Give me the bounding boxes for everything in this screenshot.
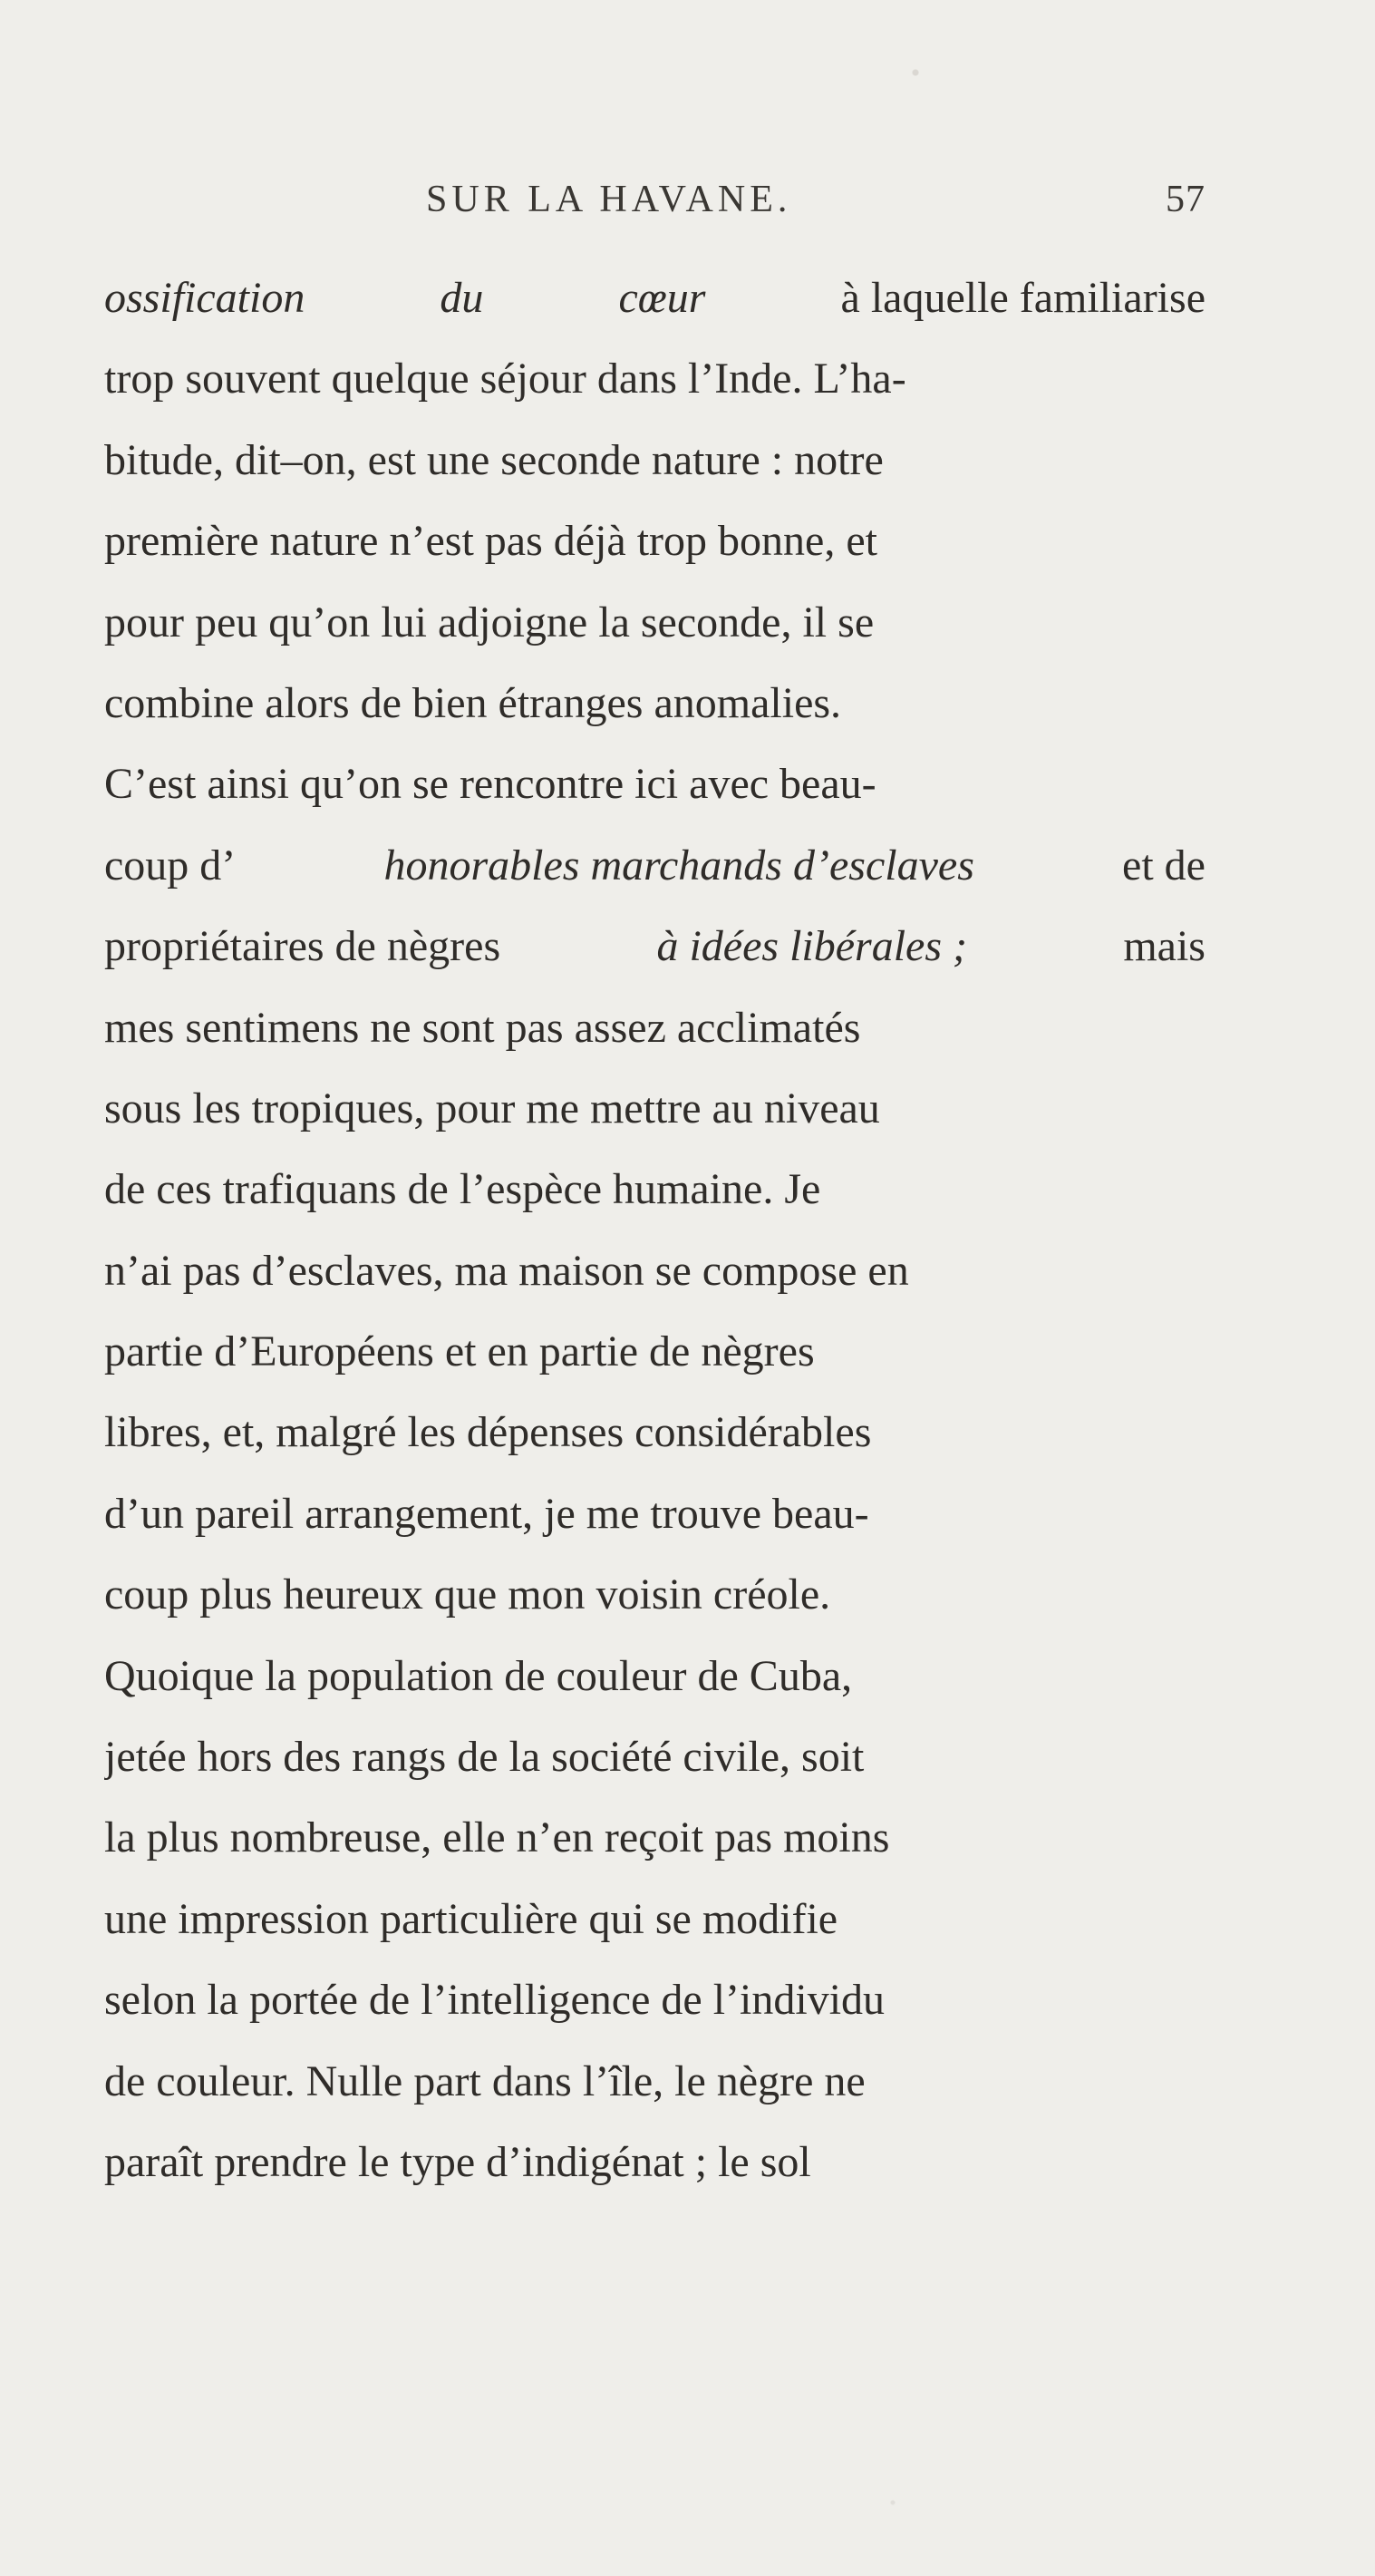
text-line (104, 258, 1206, 338)
page-header (104, 178, 1206, 232)
text-segment: mes sentimens ne sont pas assez acclimatés (104, 1003, 861, 1052)
text-segment: C’est ainsi qu’on se rencontre ici avec beau- (104, 760, 876, 809)
running-head: SUR LA HAVANE. (426, 179, 792, 220)
text-line (104, 1068, 1206, 1149)
text-line (104, 338, 1206, 419)
text-segment: coup d’ (104, 841, 237, 889)
italic-text-segment: du (440, 274, 484, 322)
text-line (104, 1959, 1206, 2040)
text-segment: jetée hors des rangs de la société civile, soit (104, 1733, 865, 1782)
italic-text-segment: cœur (618, 274, 706, 322)
page-number: 57 (1166, 179, 1206, 220)
text-segment: coup plus heureux que mon voisin créole. (104, 1570, 831, 1619)
text-segment: propriétaires de nègres (104, 922, 501, 971)
text-line (104, 1797, 1206, 1878)
text-line (104, 1554, 1206, 1635)
text-line (104, 663, 1206, 744)
text-line (104, 501, 1206, 581)
text-segment: à laquelle familiarise (840, 274, 1206, 322)
text-line (104, 1716, 1206, 1797)
text-segment: n’ai pas d’esclaves, ma maison se compose en (104, 1246, 909, 1295)
text-line (104, 1473, 1206, 1554)
text-segment: partie d’Européens et en partie de nègres (104, 1327, 815, 1376)
text-segment: sous les tropiques, pour me mettre au niveau (104, 1084, 880, 1132)
text-line (104, 582, 1206, 663)
text-segment: mais (1123, 922, 1206, 971)
italic-text-segment: à idées libérales ; (656, 922, 968, 971)
text-segment: libres, et, malgré les dépenses considérables (104, 1408, 872, 1457)
italic-text-segment: honorables marchands d’esclaves (383, 841, 974, 889)
text-line (104, 2122, 1206, 2202)
text-line (104, 744, 1206, 824)
text-segment: selon la portée de l’intelligence de l’individu (104, 1976, 886, 2025)
text-line (104, 1879, 1206, 1959)
text-segment: première nature n’est pas déjà trop bonne, et (104, 517, 877, 566)
text-segment: la plus nombreuse, elle n’en reçoit pas moins (104, 1813, 890, 1862)
text-segment: Quoique la population de couleur de Cuba, (104, 1651, 853, 1700)
text-line (104, 825, 1206, 906)
text-segment: de couleur. Nulle part dans l’île, le nègre ne (104, 2056, 866, 2105)
text-segment: paraît prendre le type d’indigénat ; le sol (104, 2137, 811, 2186)
text-segment: de ces trafiquans de l’espèce humaine. Je (104, 1165, 821, 1214)
text-line (104, 1230, 1206, 1311)
italic-text-segment: ossification (104, 274, 305, 322)
text-segment: pour peu qu’on lui adjoigne la seconde, il se (104, 598, 875, 646)
text-segment: et de (1122, 841, 1206, 889)
text-line (104, 2041, 1206, 2122)
text-line (104, 1636, 1206, 1716)
body-text (104, 258, 1206, 2202)
text-line (104, 987, 1206, 1068)
text-segment: trop souvent quelque séjour dans l’Inde. L’ha- (104, 355, 906, 403)
text-line (104, 420, 1206, 501)
text-segment: une impression particulière qui se modifie (104, 1894, 838, 1943)
text-segment: bitude, dit–on, est une seconde nature : notre (104, 435, 884, 484)
text-segment: combine alors de bien étranges anomalies. (104, 678, 842, 727)
text-line (104, 1149, 1206, 1230)
text-line (104, 1311, 1206, 1392)
text-line (104, 906, 1206, 987)
text-line (104, 1392, 1206, 1473)
text-segment: d’un pareil arrangement, je me trouve beau- (104, 1489, 869, 1538)
